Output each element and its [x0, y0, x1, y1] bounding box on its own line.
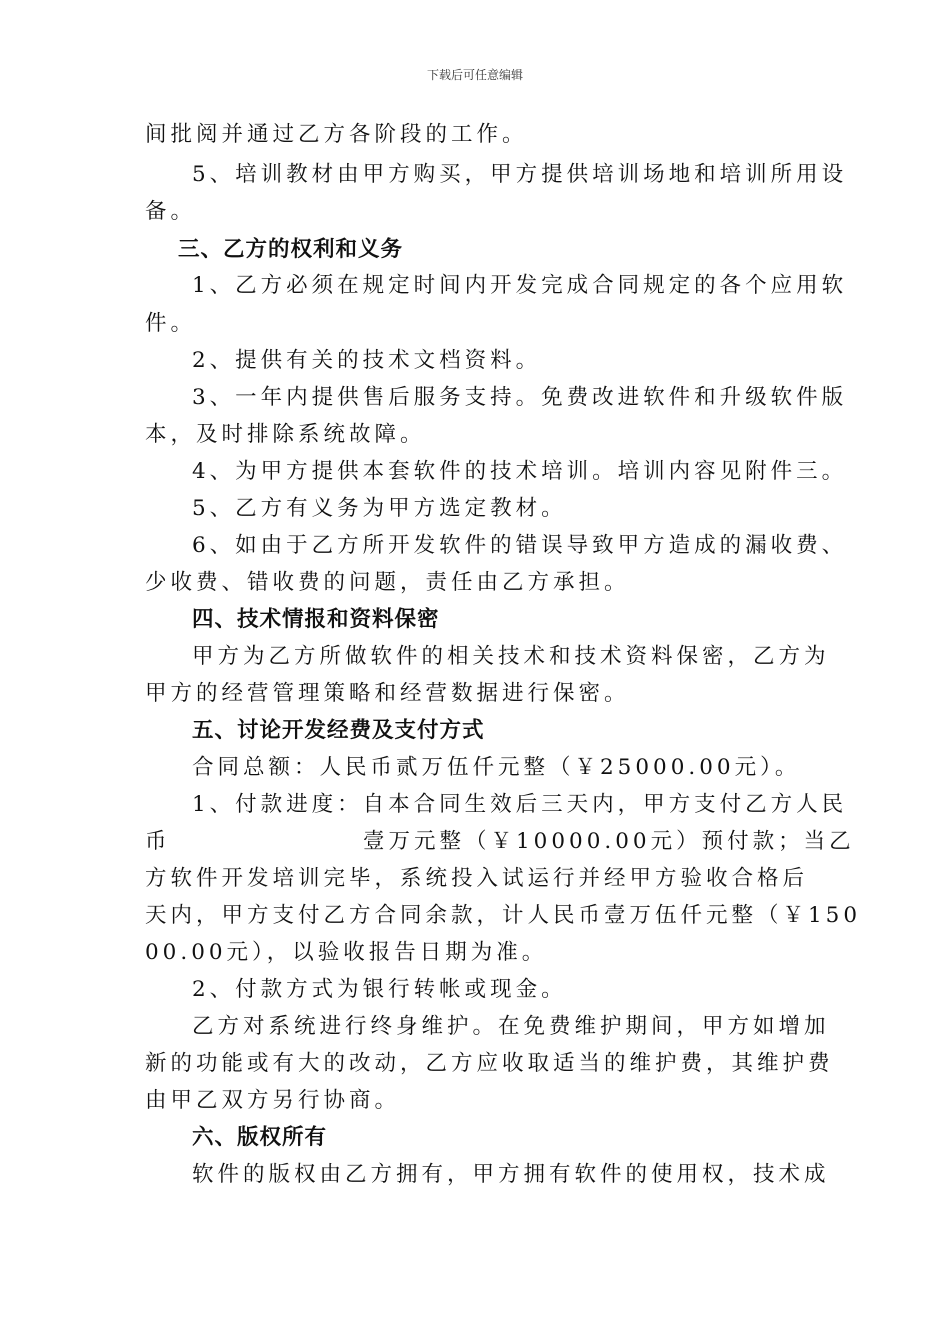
line-text: 天内，甲方支付乙方合同余款，计人民币壹万伍仟元整（￥150	[145, 903, 862, 928]
line-text: 件。	[145, 311, 197, 336]
line-text: 备。	[145, 199, 197, 224]
text-line	[192, 498, 567, 520]
text-line	[145, 683, 630, 705]
text-line	[145, 313, 196, 335]
line-text: 合同总额：人民币贰万伍仟元整（￥25000.00元）。	[192, 755, 801, 780]
text-line	[145, 201, 196, 223]
line-text: 间批阅并通过乙方各阶段的工作。	[145, 122, 528, 147]
line-text: 5、培训教材由甲方购买，甲方提供培训场地和培训所用设	[192, 162, 848, 187]
line-text: 三、乙方的权利和义务	[178, 237, 404, 262]
line-text: 甲方的经营管理策略和经营数据进行保密。	[145, 681, 630, 706]
line-text: 3、一年内提供售后服务支持。免费改进软件和升级软件版	[192, 385, 848, 410]
line-text: 由甲乙双方另行协商。	[145, 1088, 401, 1113]
text-line	[192, 794, 847, 816]
text-line	[192, 461, 847, 483]
text-line	[192, 387, 847, 409]
section-heading	[192, 1127, 327, 1149]
line-text: 1、乙方必须在规定时间内开发完成合同规定的各个应用软	[192, 273, 848, 298]
line-text: 4、为甲方提供本套软件的技术培训。培训内容见附件三。	[192, 459, 848, 484]
line-text: 方软件开发培训完毕，系统投入试运行并经甲方验收合格后	[145, 866, 809, 891]
section-heading	[192, 609, 440, 631]
section-heading	[178, 239, 403, 261]
line-text: 五、讨论开发经费及支付方式	[192, 718, 485, 743]
line-text: 00.00元），以验收报告日期为准。	[145, 940, 548, 965]
line-text: 2、提供有关的技术文档资料。	[192, 348, 542, 373]
text-line	[145, 424, 426, 446]
text-line	[192, 1016, 830, 1038]
line-text: 软件的版权由乙方拥有，甲方拥有软件的使用权，技术成	[192, 1162, 830, 1187]
text-line	[145, 905, 861, 927]
text-line	[192, 757, 800, 779]
text-line	[145, 868, 808, 890]
text-line	[145, 124, 528, 146]
line-text-tail: 壹万元整（￥10000.00元）预付款；当乙	[363, 829, 855, 854]
text-line	[192, 275, 847, 297]
line-text: 乙方对系统进行终身维护。在免费维护期间，甲方如增加	[192, 1014, 830, 1039]
line-text: 本，及时排除系统故障。	[145, 422, 426, 447]
section-heading	[192, 720, 485, 742]
text-line	[192, 646, 830, 668]
line-text: 1、付款进度：自本合同生效后三天内，甲方支付乙方人民	[192, 792, 848, 817]
line-text: 四、技术情报和资料保密	[192, 607, 440, 632]
text-line	[192, 164, 847, 186]
text-line	[145, 572, 630, 594]
line-text: 6、如由于乙方所开发软件的错误导致甲方造成的漏收费、	[192, 533, 848, 558]
text-line	[192, 350, 541, 372]
text-line	[145, 829, 855, 854]
text-line	[145, 1090, 400, 1112]
line-text: 六、版权所有	[192, 1125, 328, 1150]
page-header: 下载后可任意编辑	[426, 68, 523, 82]
line-text: 5、乙方有义务为甲方选定教材。	[192, 496, 567, 521]
line-text: 新的功能或有大的改动，乙方应收取适当的维护费，其维护费	[145, 1051, 834, 1076]
line-text: 少收费、错收费的问题，责任由乙方承担。	[145, 570, 630, 595]
line-text: 币	[145, 829, 171, 854]
text-line	[145, 1053, 834, 1075]
text-line	[192, 979, 567, 1001]
line-text: 甲方为乙方所做软件的相关技术和技术资料保密，乙方为	[192, 644, 830, 669]
text-line	[192, 535, 847, 557]
text-line	[192, 1164, 830, 1186]
line-text: 2、付款方式为银行转帐或现金。	[192, 977, 567, 1002]
text-line	[145, 942, 547, 964]
